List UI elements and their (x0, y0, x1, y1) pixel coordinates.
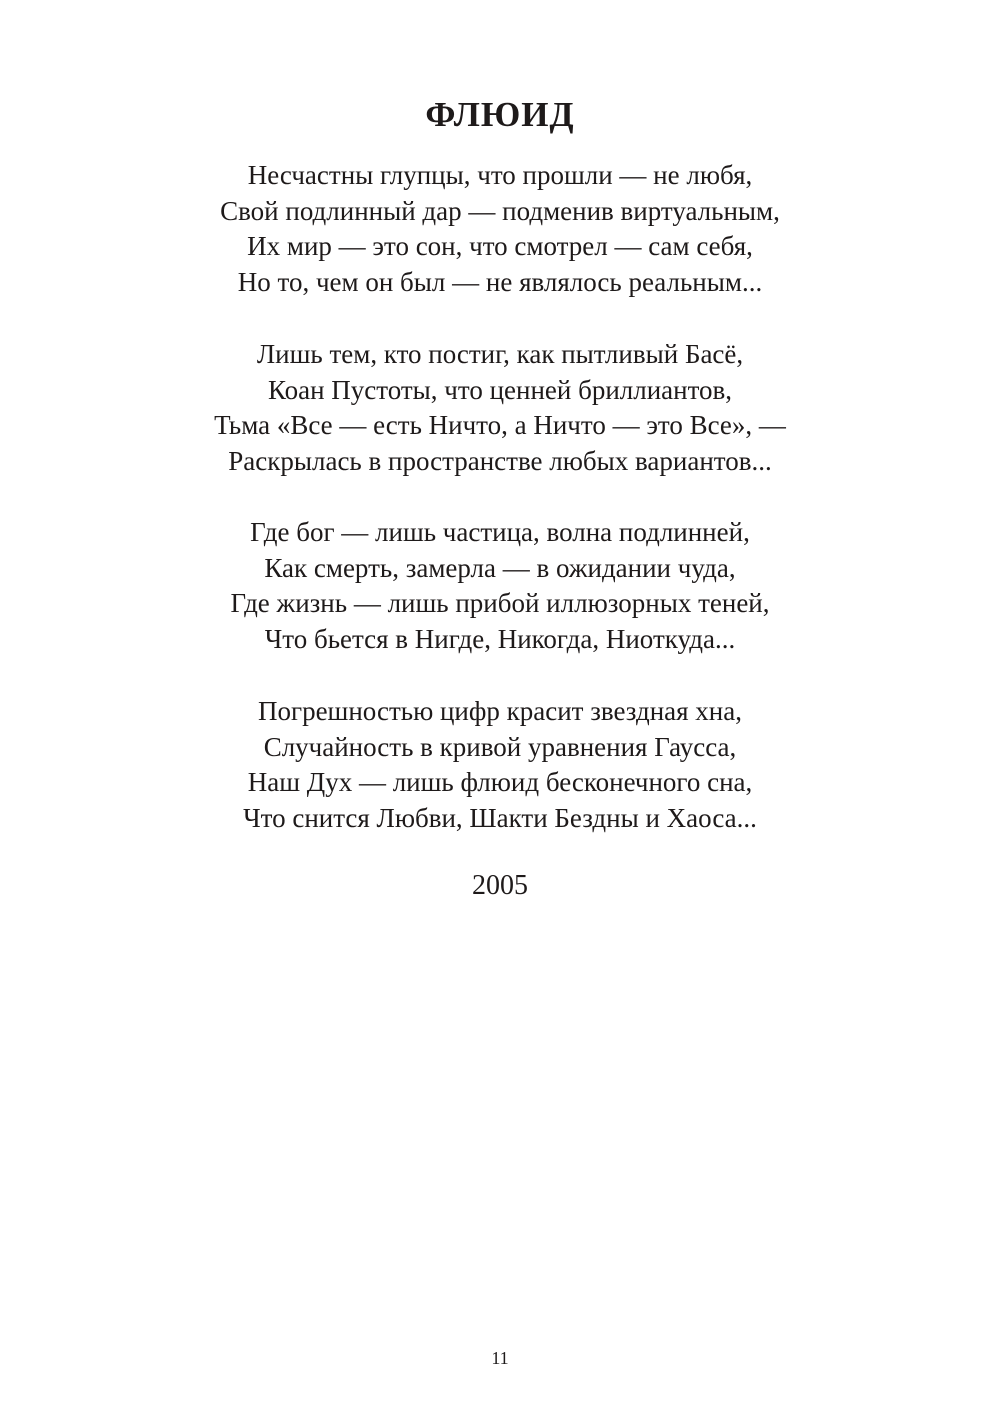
poem-line: Тьма «Все — есть Ничто, а Ничто — это Все», — (214, 410, 786, 441)
poem-line: Случайность в кривой уравнения Гаусса, (263, 731, 737, 762)
stanza-4 (0, 694, 1000, 837)
poem-line: Где жизнь — лишь прибой иллюзорных теней, (230, 588, 770, 619)
poem-line: Свой подлинный дар — подменив виртуальным, (220, 195, 780, 226)
poem-line: Несчастны глупцы, что прошли — не любя, (247, 160, 753, 190)
poem-line: Наш Дух — лишь флюид бесконечного сна, (247, 767, 753, 798)
stanza-3 (0, 515, 1000, 658)
poem-line: Лишь тем, кто постиг, как пытливый Басё, (256, 339, 744, 369)
poem-line: Что снится Любви, Шакти Бездны и Хаоса... (243, 803, 757, 834)
poem-line: Где бог — лишь частица, волна подлинней, (250, 517, 750, 547)
poem-line: Но то, чем он был — не являлось реальным... (237, 267, 763, 298)
poem-line: Их мир — это сон, что смотрел — сам себя, (247, 231, 753, 262)
page-number: 11 (491, 1348, 509, 1368)
stanza-1 (0, 158, 1000, 301)
poem-title: ФЛЮИД (425, 95, 575, 134)
stanza-2 (0, 337, 1000, 480)
poem-line: Погрешностью цифр красит звездная хна, (258, 696, 742, 726)
poem-line: Что бьется в Нигде, Никогда, Ниоткуда... (264, 624, 736, 655)
poem-line: Раскрылась в пространстве любых вариантов... (228, 446, 772, 477)
poem-line: Коан Пустоты, что ценней бриллиантов, (267, 374, 733, 405)
poem-year: 2005 (472, 870, 528, 901)
poem-line: Как смерть, замерла — в ожидании чуда, (264, 552, 736, 583)
